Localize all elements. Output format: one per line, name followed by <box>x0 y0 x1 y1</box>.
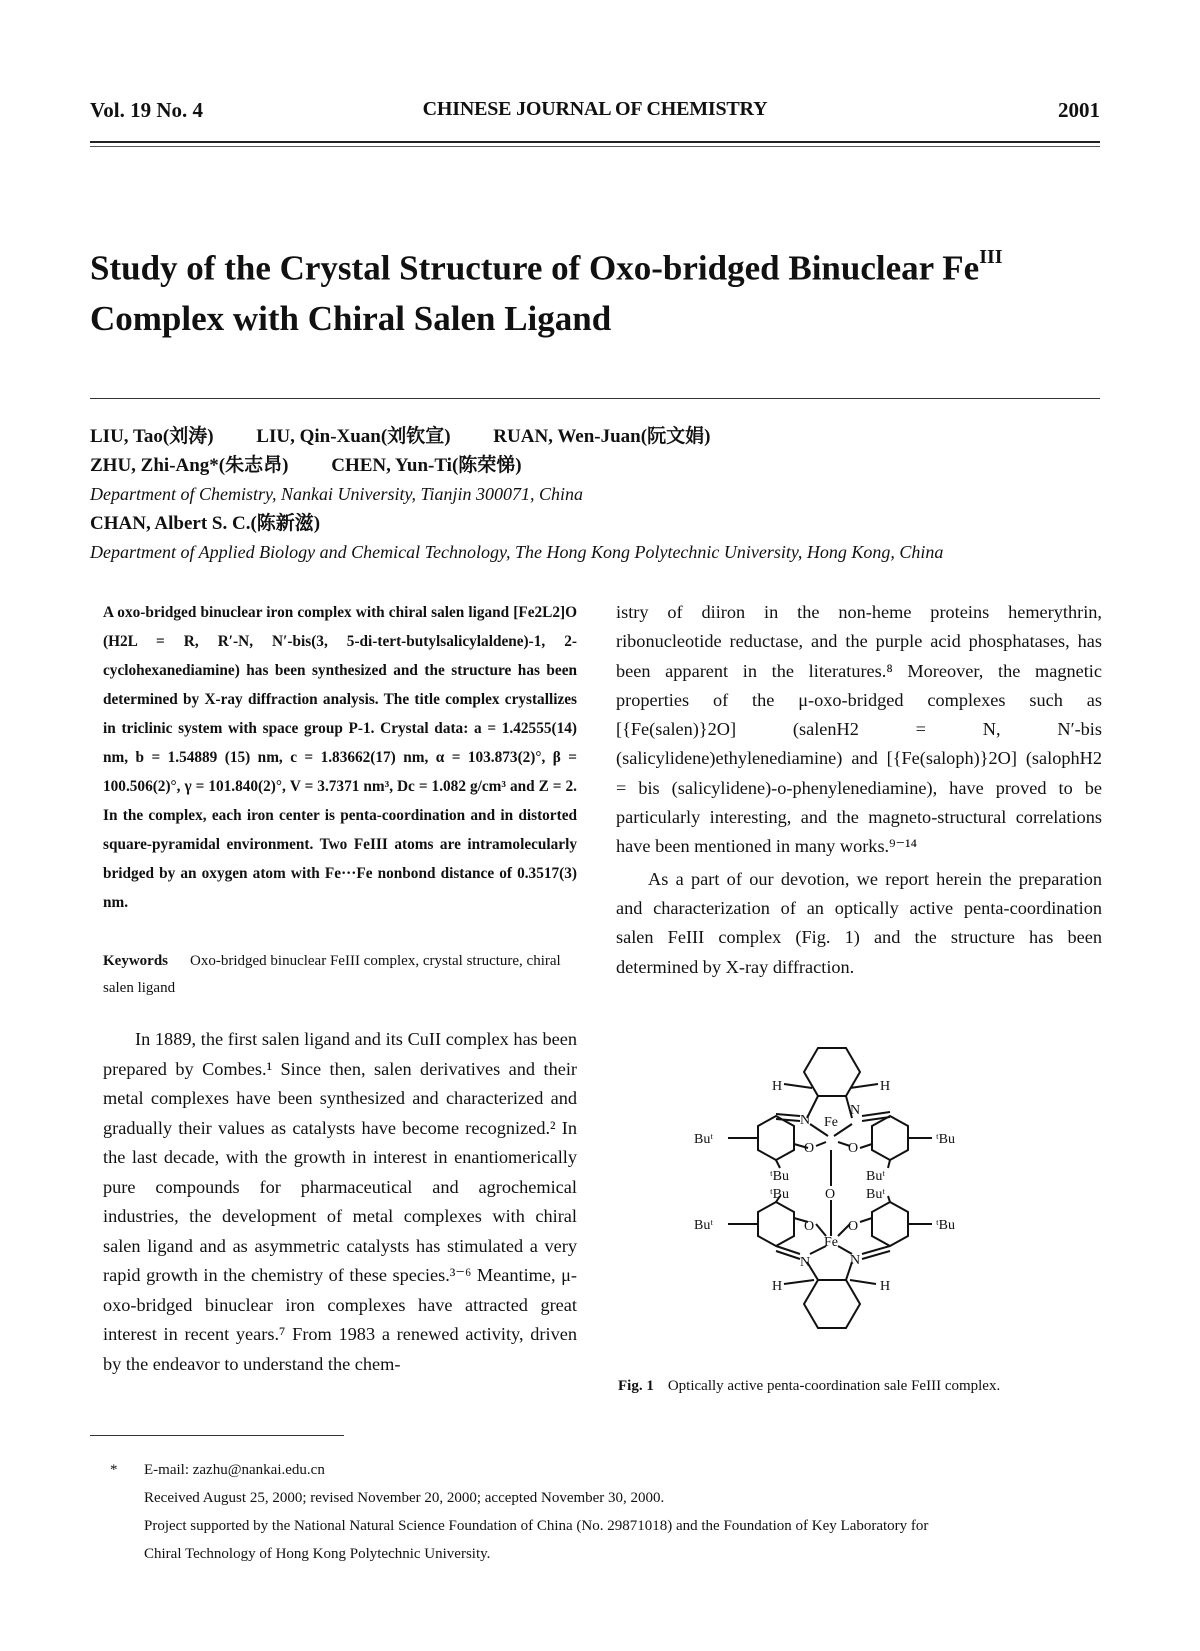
volume-issue: Vol. 19 No. 4 <box>90 98 203 122</box>
affiliation-1: Department of Chemistry, Nankai University, Tianjin 300071, China <box>90 484 583 504</box>
bottom-inner-left-tbu-label: ᵗBu <box>770 1187 790 1202</box>
aim-paragraph: As a part of our devotion, we report herein the preparation and characterization of an optically active penta-coordination salen FeIII complex (Fig. 1) and the structure has been determined by X-ray diffraction. <box>616 868 1102 977</box>
top-left-o-label: O <box>804 1141 815 1156</box>
top-right-h-label: H <box>880 1079 891 1094</box>
author-6: CHAN, Albert S. C.(陈新滋) <box>90 513 321 534</box>
article-title <box>90 236 1100 344</box>
body-left-column <box>103 1025 577 1379</box>
footnote-star: * <box>110 1462 118 1478</box>
journal-name: CHINESE JOURNAL OF CHEMISTRY <box>422 98 768 120</box>
keywords-label: Keywords <box>103 953 168 969</box>
figure-caption-text: Optically active penta-coordination sale FeIII complex. <box>667 1378 1001 1394</box>
author-3: RUAN, Wen-Juan(阮文娟) <box>493 426 711 447</box>
bottom-right-tbu-label: ᵗBu <box>936 1218 956 1233</box>
header-rule-thin <box>90 146 1100 147</box>
title-oxidation-state: III <box>979 246 1003 268</box>
top-left-h-label: H <box>772 1079 783 1094</box>
running-header <box>90 98 1100 138</box>
header-rule-thick <box>90 141 1100 143</box>
page-number: 2001 <box>1058 98 1100 122</box>
bottom-left-o-label: O <box>804 1219 815 1234</box>
bottom-left-tbu-label: Buᵗ <box>694 1218 714 1233</box>
author-2: LIU, Qin-Xuan(刘钦宣) <box>256 426 451 447</box>
bottom-cyclohexane-ring <box>804 1280 860 1328</box>
figure-label: Fig. 1 <box>618 1378 654 1394</box>
author-4: ZHU, Zhi-Ang*(朱志昂) <box>90 455 289 476</box>
received-dates: Received August 25, 2000; revised November 20, 2000; accepted November 30, 2000. <box>144 1490 665 1506</box>
intro-paragraph: In 1889, the first salen ligand and its CuII complex has been prepared by Combes.¹ Since then, salen derivatives and their metal complexes have been synthesized and characterized and gradually their values as catalysts have become recognized.² In the last decade, with the growth in interest in enantiomerically pure compounds for pharmaceutical and agrochemical industries, the development of metal complexes with chiral salen ligand and as asymmetric catalysts has stimulated a very rapid growth in the chemistry of these species.³⁻⁶ Meantime, μ-oxo-bridged binuclear iron complexes have attracted great interest in recent years.⁷ From 1983 a renewed activity, driven by the endeavor to understand the chem- <box>103 1029 577 1374</box>
top-inner-right-tbu-label: Buᵗ <box>866 1169 886 1184</box>
figure-caption <box>618 1376 1088 1396</box>
title-rule <box>90 398 1100 399</box>
top-left-aromatic-ring <box>758 1116 794 1160</box>
footnote-rule <box>90 1435 344 1436</box>
top-right-o-label: O <box>848 1141 859 1156</box>
body-right-column <box>616 598 1102 982</box>
top-cyclohexane-ring <box>804 1048 860 1096</box>
author-1: LIU, Tao(刘涛) <box>90 426 214 447</box>
author-5: CHEN, Yun-Ti(陈荣悌) <box>331 455 522 476</box>
bottom-fe-label: Fe <box>824 1235 838 1250</box>
bottom-right-o-label: O <box>848 1219 859 1234</box>
complex-structure-diagram <box>694 1040 1030 1370</box>
affiliation-2: Department of Applied Biology and Chemical Technology, The Hong Kong Polytechnic University, Hong Kong, China <box>90 542 944 562</box>
bottom-right-h-label: H <box>880 1279 891 1294</box>
bottom-inner-right-tbu-label: Buᵗ <box>866 1187 886 1202</box>
funding-line-1: Project supported by the National Natural Science Foundation of China (No. 29871018) and the Foundation of Key Laboratory for <box>144 1518 929 1534</box>
keywords <box>103 948 577 1002</box>
top-right-n-label: N <box>850 1103 861 1118</box>
funding-line-2: Chiral Technology of Hong Kong Polytechnic University. <box>144 1546 491 1562</box>
top-right-tbu-label: ᵗBu <box>936 1132 956 1147</box>
structure-figure <box>694 1040 1030 1370</box>
author-block <box>90 422 1100 567</box>
bridging-o-label: O <box>825 1187 836 1202</box>
intro-paragraph-cont: istry of diiron in the non-heme proteins hemerythrin, ribonucleotide reductase, and the purple acid phosphatases, has been apparent in the literatures.⁸ Moreover, the magnetic properties of the μ-oxo-bridged complexes such as [{Fe(salen)}2O] (salenH2 = N, N′-bis (salicylidene)ethylenediamine) and [{Fe(saloph)}2O] (salophH2 = bis (salicylidene)-o-phenylenediamine), have proved to be particularly interesting, and the magneto-structural correlations have been mentioned in many works.⁹⁻¹⁴ <box>616 602 1102 857</box>
top-right-aromatic-ring <box>872 1116 908 1160</box>
bottom-left-h-label: H <box>772 1279 783 1294</box>
bottom-left-n-label: N <box>800 1255 811 1270</box>
bottom-right-aromatic-ring <box>872 1202 908 1246</box>
keywords-text: Oxo-bridged binuclear FeIII complex, crystal structure, chiral salen ligand <box>103 953 561 996</box>
top-inner-left-tbu-label: ᵗBu <box>770 1169 790 1184</box>
bottom-left-aromatic-ring <box>758 1202 794 1246</box>
corresponding-email: E-mail: zazhu@nankai.edu.cn <box>144 1462 325 1478</box>
title-line-1: Study of the Crystal Structure of Oxo-bridged Binuclear Fe <box>90 248 980 288</box>
top-fe-label: Fe <box>824 1115 838 1130</box>
top-left-tbu-label: Buᵗ <box>694 1132 714 1147</box>
abstract: A oxo-bridged binuclear iron complex with chiral salen ligand [Fe2L2]O (H2L = R, R′-N, N′-bis(3, 5-di-tert-butylsalicylaldene)-1, 2-cyclohexanediamine) has been synthesized and the structure has been determined by X-ray diffraction analysis. The title complex crystallizes in triclinic system with space group P-1. Crystal data: a = 1.42555(14) nm, b = 1.54889 (15) nm, c = 1.83662(17) nm, α = 103.873(2)°, β = 100.506(2)°, γ = 101.840(2)°, V = 3.7371 nm³, Dc = 1.082 g/cm³ and Z = 2. In the complex, each iron center is penta-coordination and in distorted square-pyramidal environment. Two FeIII atoms are intramolecularly bridged by an oxygen atom with Fe···Fe nonbond distance of 0.3517(3) nm. <box>103 604 577 911</box>
bottom-right-n-label: N <box>850 1253 861 1268</box>
title-line-2: Complex with Chiral Salen Ligand <box>90 298 612 338</box>
footnotes <box>110 1456 1100 1568</box>
top-left-n-label: N <box>800 1113 811 1128</box>
